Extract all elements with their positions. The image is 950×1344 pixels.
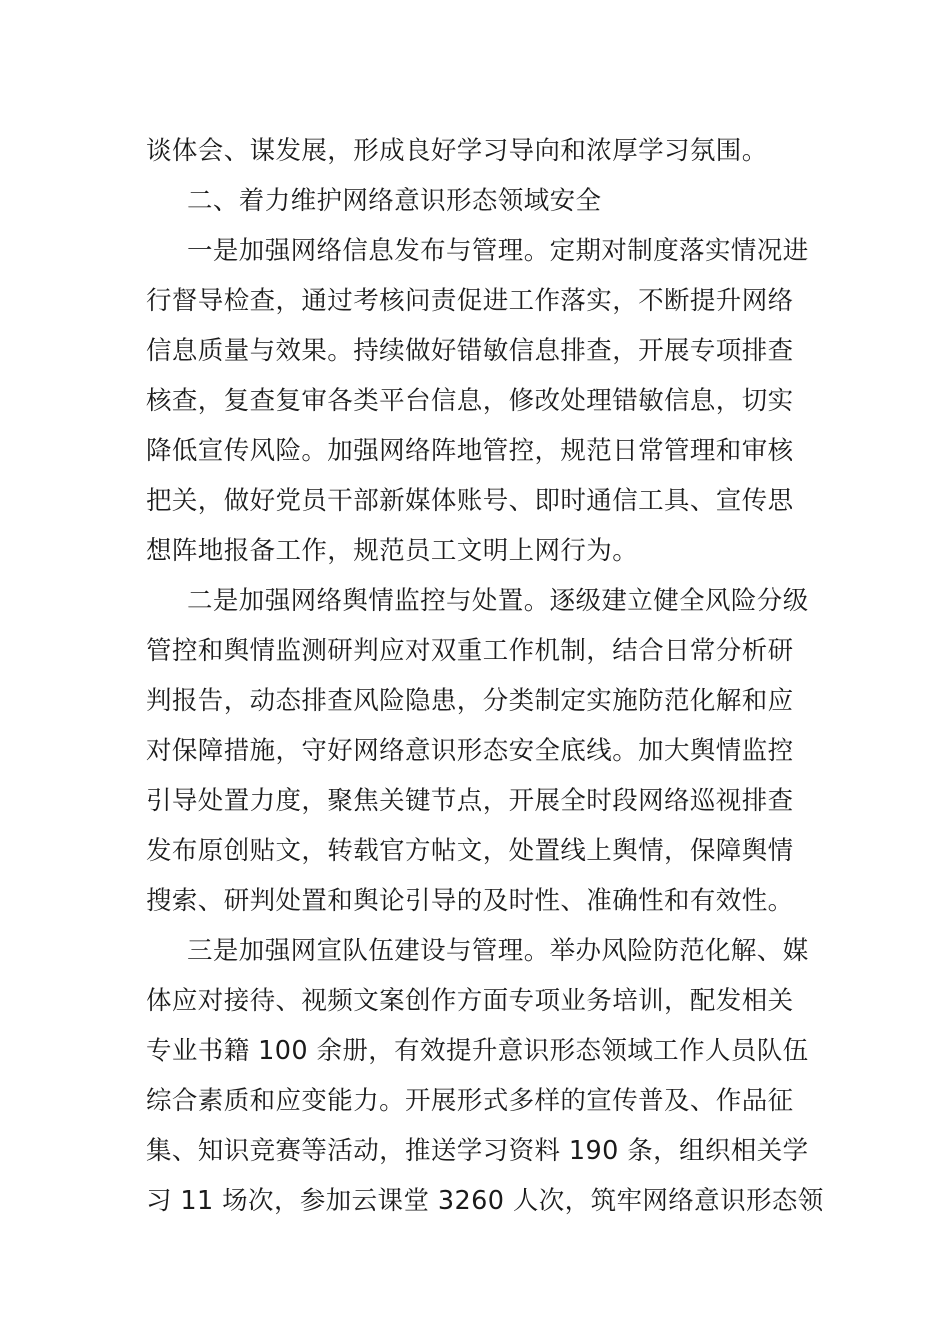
paragraph-start-line: 二是加强网络舆情监控与处置。逐级建立健全风险分级 — [187, 586, 809, 616]
text-line: 谈体会、谋发展，形成良好学习导向和浓厚学习氛围。 — [146, 136, 768, 166]
paragraph-start-line: 三是加强网宣队伍建设与管理。举办风险防范化解、媒 — [187, 936, 809, 966]
text-line: 发布原创贴文，转载官方帖文，处置线上舆情，保障舆情 — [146, 836, 794, 866]
text-line: 综合素质和应变能力。开展形式多样的宣传普及、作品征 — [146, 1086, 794, 1116]
text-line: 管控和舆情监测研判应对双重工作机制，结合日常分析研 — [146, 636, 794, 666]
text-line: 想阵地报备工作，规范员工文明上网行为。 — [146, 536, 639, 566]
text-line: 集、知识竞赛等活动，推送学习资料 190 条，组织相关学 — [146, 1136, 809, 1166]
text-line: 降低宣传风险。加强网络阵地管控，规范日常管理和审核 — [146, 436, 794, 466]
paragraph-start-line: 一是加强网络信息发布与管理。定期对制度落实情况进 — [187, 236, 809, 266]
text-line: 行督导检查，通过考核问责促进工作落实，不断提升网络 — [146, 286, 794, 316]
text-line: 习 11 场次，参加云课堂 3260 人次，筑牢网络意识形态领 — [146, 1186, 824, 1216]
text-line: 搜索、研判处置和舆论引导的及时性、准确性和有效性。 — [146, 886, 794, 916]
section-heading: 二、着力维护网络意识形态领域安全 — [187, 186, 602, 216]
text-line: 引导处置力度，聚焦关键节点，开展全时段网络巡视排查 — [146, 786, 794, 816]
text-line: 专业书籍 100 余册，有效提升意识形态领域工作人员队伍 — [146, 1036, 809, 1066]
text-line: 体应对接待、视频文案创作方面专项业务培训，配发相关 — [146, 986, 794, 1016]
text-line: 对保障措施，守好网络意识形态安全底线。加大舆情监控 — [146, 736, 794, 766]
text-line: 信息质量与效果。持续做好错敏信息排查，开展专项排查 — [146, 336, 794, 366]
text-line: 把关，做好党员干部新媒体账号、即时通信工具、宣传思 — [146, 486, 794, 516]
text-line: 判报告，动态排查风险隐患，分类制定实施防范化解和应 — [146, 686, 794, 716]
text-line: 核查，复查复审各类平台信息，修改处理错敏信息，切实 — [146, 386, 794, 416]
